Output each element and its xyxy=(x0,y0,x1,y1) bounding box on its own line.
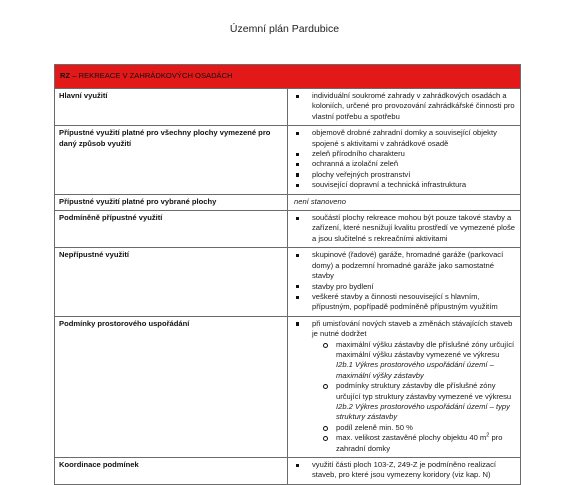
bullet-list xyxy=(294,213,516,244)
list-item: zeleň přírodního charakteru xyxy=(294,149,516,159)
sub-list xyxy=(312,340,516,454)
bullet-list xyxy=(294,128,516,190)
regulation-table xyxy=(54,64,521,485)
sub-list-item xyxy=(322,381,516,423)
row-label-pripustne-vsechny: Přípustné využití platné pro všechny plochy vymezené pro daný způsob využití xyxy=(55,126,288,194)
table-row-podminene xyxy=(55,211,521,248)
row-label-nepripustne: Nepřípustné využití xyxy=(55,248,288,316)
zone-code: RZ xyxy=(60,71,71,81)
row-label-prostorove: Podmínky prostorového uspořádání xyxy=(55,316,288,457)
bullet-list xyxy=(294,91,516,122)
table-header-cell xyxy=(55,65,521,89)
list-item: ochranná a izolační zeleň xyxy=(294,159,516,169)
page-title: Územní plán Pardubice xyxy=(229,23,340,35)
sub-item-text: maximální výšku zástavby dle příslušné zóny určující maximální výšku zástavby vymezené ve výkresu xyxy=(336,339,515,359)
row-content-koordinace xyxy=(288,458,521,485)
list-item: součástí plochy rekreace mohou být pouze takové stavby a zařízení, které nesnižují kvalitu prostředí ve vymezené ploše a jsou slučitelné s rekreačními aktivitami xyxy=(294,213,516,244)
table-row-nepripustne xyxy=(55,248,521,316)
table-header-row xyxy=(55,65,521,89)
list-item: individuální soukromé zahrady v zahrádkových osadách a koloniích, určené pro provozování zahrádkářské činnosti pro vlastní potřebu a spotřebu xyxy=(294,91,516,122)
drawing-reference: I2b.1 Výkres prostorového uspořádání území – maximální výšky zástavby xyxy=(336,360,494,380)
header-dash: – xyxy=(70,71,79,81)
list-item: využití části ploch 103-Z, 249-Z je podmíněno realizací staveb, pro které jsou vymezeny koridory (viz kap. N) xyxy=(294,460,516,481)
table-row-pripustne-vybrane xyxy=(55,194,521,210)
not-specified-text: není stanoveno xyxy=(294,196,346,206)
list-item-text: při umisťování nových staveb a změnách stávajících staveb je nutné dodržet xyxy=(312,318,513,339)
list-item: související dopravní a technická infrastruktura xyxy=(294,180,516,190)
table-row-prostorove xyxy=(55,316,521,457)
row-content-prostorove xyxy=(288,316,521,457)
row-label-pripustne-vybrane: Přípustné využití platné pro vybrané plochy xyxy=(55,194,288,210)
table-row-hlavni xyxy=(55,89,521,126)
bullet-list xyxy=(294,250,516,312)
list-item: veškeré stavby a činnosti nesouvisející s hlavním, přípustným, popřípadě podmíněně přípustným využitím xyxy=(294,292,516,313)
table-row-pripustne-vsechny xyxy=(55,126,521,194)
zone-name: REKREACE V ZAHRÁDKOVÝCH OSADÁCH xyxy=(78,71,233,81)
row-label-hlavni: Hlavní využití xyxy=(55,89,288,126)
row-label-podminene: Podmíněně přípustné využití xyxy=(55,211,288,248)
list-item: plochy veřejných prostranství xyxy=(294,170,516,180)
bullet-list xyxy=(294,319,516,454)
row-label-koordinace: Koordinace podmínek xyxy=(55,458,288,485)
list-item: skupinové (řadové) garáže, hromadné garáže (parkovací domy) a podzemní hromadné garáže jako samostatné stavby xyxy=(294,250,516,281)
row-content-pripustne-vybrane xyxy=(288,194,521,210)
superscript: 2 xyxy=(486,432,490,439)
row-content-nepripustne xyxy=(288,248,521,316)
sub-item-text: max. velikost zastavěné plochy objektu 40 m xyxy=(336,433,487,443)
row-content-podminene xyxy=(288,211,521,248)
sub-list-item xyxy=(322,433,516,454)
drawing-reference: I2b.2 Výkres prostorového uspořádání území – typy struktury zástavby xyxy=(336,401,510,422)
list-item xyxy=(294,319,516,454)
list-item: objemově drobné zahradní domky a související objekty spojené s aktivitami v zahrádkové osadě xyxy=(294,128,516,149)
sub-list-item: podíl zeleně min. 50 % xyxy=(322,423,516,433)
row-content-hlavni xyxy=(288,89,521,126)
sub-list-item xyxy=(322,340,516,382)
list-item: stavby pro bydlení xyxy=(294,282,516,292)
row-content-pripustne-vsechny xyxy=(288,126,521,194)
table-row-koordinace xyxy=(55,458,521,485)
sub-item-text: podmínky struktury zástavby dle příslušné zóny určující typ struktury zástavby vymezené ve výkresu xyxy=(336,381,512,401)
bullet-list xyxy=(294,460,516,481)
sub-item-text: pro zahradní domky xyxy=(336,433,503,453)
